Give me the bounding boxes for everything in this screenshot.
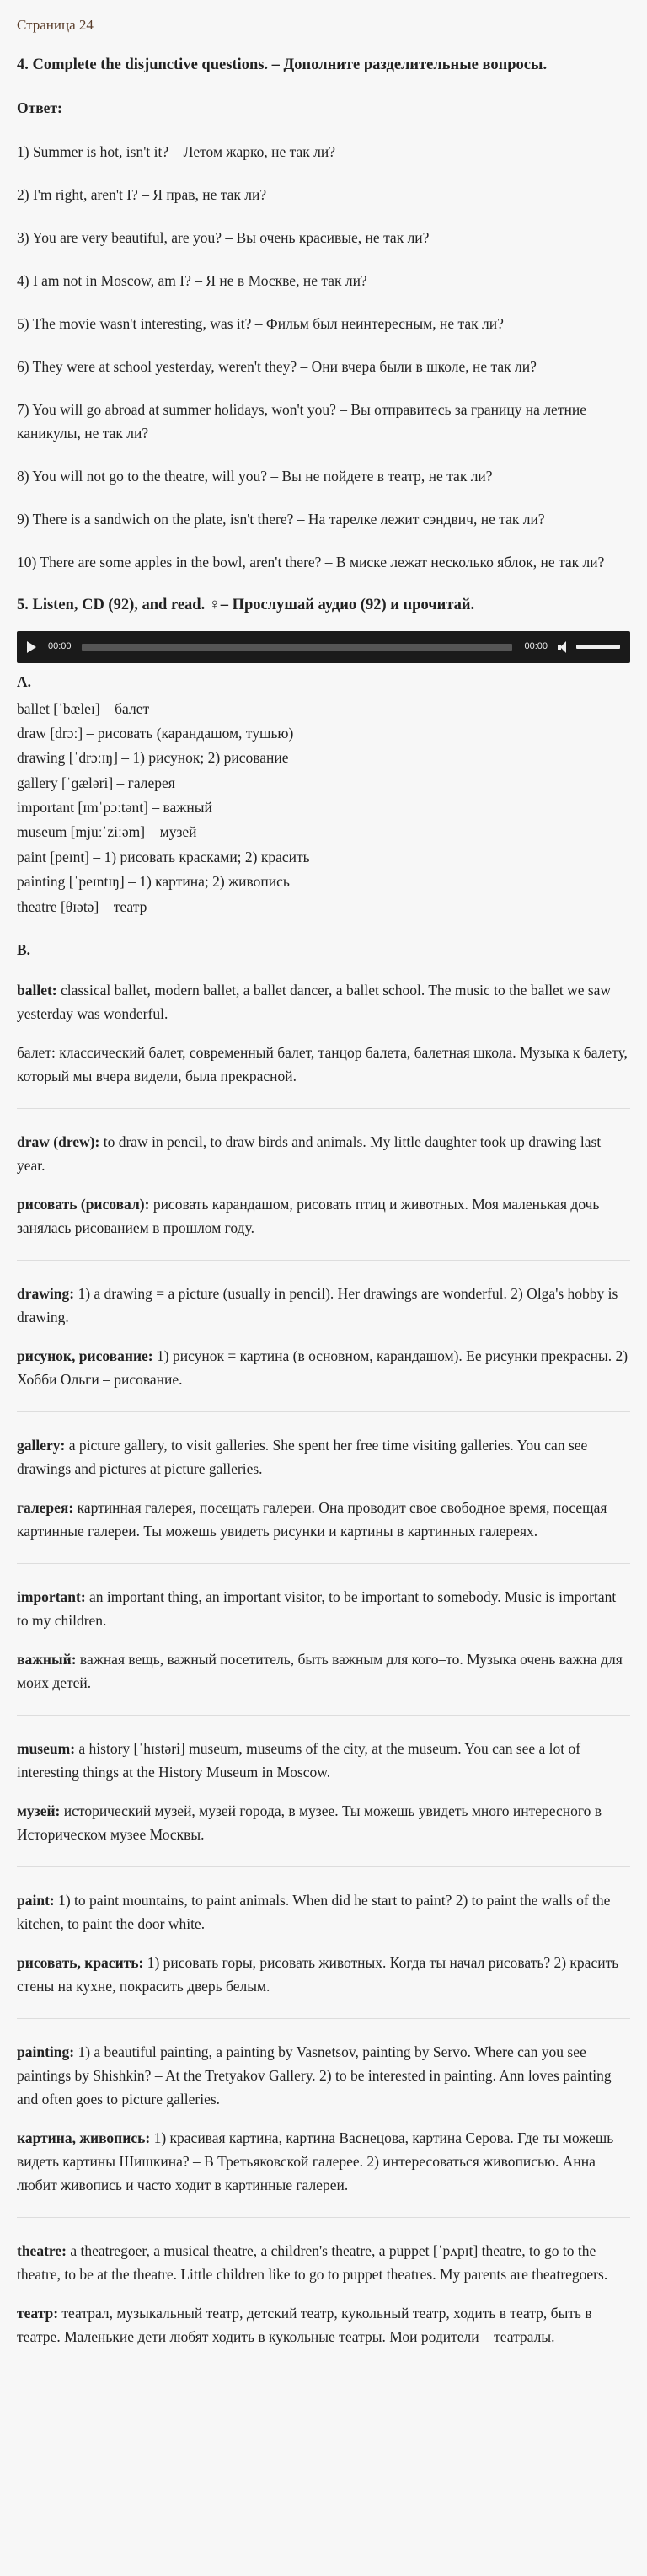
entry-text-ru: картинная галерея, посещать галереи. Она проводит свое свободное время, посещая картинные галереи. Ты можешь увидеть рисунки и картины в картинных галереях.	[17, 1499, 607, 1540]
entry-museum	[17, 1737, 630, 1846]
entry-term-ru: галерея:	[17, 1499, 74, 1517]
entry-text: 1) to paint mountains, to paint animals. When did he start to paint? 2) to paint the walls of the kitchen, to paint the door white.	[17, 1892, 611, 1933]
entry-term: painting:	[17, 2043, 75, 2061]
question-item: 1) Summer is hot, isn't it? – Летом жарко, не так ли?	[17, 142, 335, 160]
entry-term-ru: рисовать (рисовал):	[17, 1196, 150, 1213]
entry-text-ru: балет: классический балет, современный балет, танцор балета, балетная школа. Музыка к балету, который мы вчера видели, была прекрасной.	[17, 1044, 628, 1085]
seek-bar[interactable]	[82, 644, 513, 651]
questions-list	[17, 140, 630, 574]
divider	[17, 2018, 630, 2019]
vocab-item: important [ɪmˈpɔːtənt] – важный	[17, 799, 212, 817]
question-item: 6) They were at school yesterday, weren't they? – Они вчера были в школе, не так ли?	[17, 357, 537, 375]
entry-important	[17, 1585, 630, 1695]
entry-term: ballet:	[17, 982, 57, 999]
divider	[17, 1260, 630, 1261]
entry-text: 1) a drawing = a picture (usually in pencil). Her drawings are wonderful. 2) Olga's hobby is drawing.	[17, 1285, 618, 1326]
question-item: 7) You will go abroad at summer holidays, won't you? – Вы отправитесь за границу на летние каникулы, не так ли?	[17, 400, 586, 442]
entry-russian	[17, 1799, 630, 1846]
entry-text-ru: важная вещь, важный посетитель, быть важным для кого–то. Музыка очень важна для моих детей.	[17, 1651, 623, 1692]
question-item: 3) You are very beautiful, are you? – Вы очень красивые, не так ли?	[17, 228, 430, 246]
entry-english	[17, 1737, 630, 1784]
vocab-item: painting [ˈpeɪntɪŋ] – 1) картина; 2) живопись	[17, 873, 290, 891]
entry-term-ru: важный:	[17, 1651, 77, 1668]
entry-text-ru: 1) рисовать горы, рисовать животных. Когда ты начал рисовать? 2) красить стены на кухне, покрасить дверь белым.	[17, 1954, 619, 1995]
task5-title: 5. Listen, CD (92), and read. ♀– Прослушай аудио (92) и прочитай.	[17, 596, 475, 613]
entry-russian	[17, 2126, 630, 2197]
entry-english	[17, 1130, 630, 1177]
question-item: 9) There is a sandwich on the plate, isn't there? – На тарелке лежит сэндвич, не так ли?	[17, 510, 545, 528]
entry-term: gallery:	[17, 1437, 66, 1454]
volume-icon[interactable]	[558, 641, 569, 653]
divider	[17, 2217, 630, 2218]
vocab-item: drawing [ˈdrɔːɪŋ] – 1) рисунок; 2) рисование	[17, 749, 289, 767]
divider	[17, 1108, 630, 1109]
entry-text-ru: 1) красивая картина, картина Васнецова, картина Серова. Где ты можешь видеть картины Шишкина? – В Третьяковской галерее. 2) интересоваться живописью. Анна любит живопись и часто ходит в картинные галереи.	[17, 2129, 614, 2194]
question-item: 8) You will not go to the theatre, will you? – Вы не пойдете в театр, не так ли?	[17, 467, 493, 485]
entry-text: classical ballet, modern ballet, a ballet dancer, a ballet school. The music to the ballet we saw yesterday was wonderful.	[17, 982, 612, 1023]
vocab-list	[17, 697, 630, 920]
vocab-item: paint [peɪnt] – 1) рисовать красками; 2) красить	[17, 848, 310, 865]
question-item: 4) I am not in Moscow, am I? – Я не в Москве, не так ли?	[17, 271, 367, 289]
entry-text: an important thing, an important visitor, to be important to somebody. Music is important to my children.	[17, 1588, 617, 1630]
entry-term: drawing:	[17, 1285, 75, 1303]
divider	[17, 1563, 630, 1564]
entry-ballet	[17, 978, 630, 1088]
entry-text-ru: 1) рисунок = картина (в основном, карандашом). Ее рисунки прекрасны. 2) Хобби Ольги – рисование.	[17, 1347, 628, 1389]
question-item: 2) I'm right, aren't I? – Я прав, не так ли?	[17, 185, 267, 203]
entry-russian	[17, 1041, 630, 1088]
entry-text: a history [ˈhɪstəri] museum, museums of the city, at the museum. You can see a lot of interesting things at the History Museum in Moscow.	[17, 1740, 581, 1781]
entry-text-ru: рисовать карандашом, рисовать птиц и животных. Моя маленькая дочь занялась рисованием в прошлом году.	[17, 1196, 600, 1237]
entry-painting	[17, 2040, 630, 2197]
entry-russian	[17, 1496, 630, 1543]
vocab-item: theatre [θɪətə] – театр	[17, 897, 147, 915]
entry-term: important:	[17, 1588, 86, 1606]
entry-english	[17, 2040, 630, 2111]
entry-english	[17, 978, 630, 1026]
entry-gallery	[17, 1433, 630, 1543]
entry-russian	[17, 2301, 630, 2348]
duration: 00:00	[524, 640, 548, 651]
entry-term: paint:	[17, 1892, 55, 1909]
entry-russian	[17, 1344, 630, 1391]
entry-text: 1) a beautiful painting, a painting by Vasnetsov, painting by Servo. Where can you see paintings by Shishkin? – At the Tretyakov Gallery. 2) to be interested in painting. Ann loves painting and often goes to picture galleries.	[17, 2043, 612, 2108]
question-item: 5) The movie wasn't interesting, was it? – Фильм был неинтересным, не так ли?	[17, 314, 504, 332]
page-number: Страница 24	[17, 17, 94, 33]
entry-term-ru: театр:	[17, 2305, 59, 2322]
entry-text-ru: исторический музей, музей города, в музее. Ты можешь увидеть много интересного в Историческом музее Москвы.	[17, 1802, 602, 1844]
entry-english	[17, 1282, 630, 1329]
section-b-label: B.	[17, 941, 31, 959]
entry-english	[17, 1433, 630, 1481]
divider	[17, 1715, 630, 1716]
entry-term-ru: рисовать, красить:	[17, 1954, 144, 1972]
entry-russian	[17, 1647, 630, 1695]
divider	[17, 1866, 630, 1867]
entry-russian	[17, 1192, 630, 1240]
entry-russian	[17, 1951, 630, 1998]
entry-term-ru: картина, живопись:	[17, 2129, 151, 2147]
play-icon[interactable]	[27, 641, 36, 653]
question-item: 10) There are some apples in the bowl, aren't there? – В миске лежат несколько яблок, не так ли?	[17, 553, 605, 570]
vocab-item: gallery [ˈɡæləri] – галерея	[17, 774, 175, 791]
entry-term: theatre:	[17, 2242, 67, 2260]
entry-draw	[17, 1130, 630, 1240]
vocab-item: museum [mjuːˈziːəm] – музей	[17, 823, 197, 841]
audio-player	[17, 631, 630, 663]
entry-text-ru: театрал, музыкальный театр, детский театр, кукольный театр, ходить в театр, быть в театре. Маленькие дети любят ходить в кукольные театры. Мои родители – театралы.	[17, 2305, 592, 2346]
entry-english	[17, 2239, 630, 2286]
entry-text: a picture gallery, to visit galleries. She spent her free time visiting galleries. You can see drawings and pictures at picture galleries.	[17, 1437, 588, 1478]
entry-term: draw (drew):	[17, 1133, 100, 1151]
entry-english	[17, 1888, 630, 1936]
task4-title: 4. Complete the disjunctive questions. – Дополните разделительные вопросы.	[17, 56, 548, 74]
entry-text: to draw in pencil, to draw birds and animals. My little daughter took up drawing last year.	[17, 1133, 602, 1175]
entry-theatre	[17, 2239, 630, 2348]
entry-text: a theatregoer, a musical theatre, a children's theatre, a puppet [ˈpʌpɪt] theatre, to go to the theatre, to be at the theatre. Little children like to go to puppet theatres. My parents are theatregoers.	[17, 2242, 608, 2284]
entry-term-ru: музей:	[17, 1802, 61, 1820]
section-a-label: A.	[17, 672, 32, 690]
vocab-item: ballet [ˈbæleɪ] – балет	[17, 699, 150, 717]
divider	[17, 1411, 630, 1412]
volume-slider[interactable]	[576, 645, 620, 649]
current-time: 00:00	[48, 640, 72, 651]
vocab-item: draw [drɔː] – рисовать (карандашом, тушью)	[17, 724, 294, 742]
entry-drawing	[17, 1282, 630, 1391]
entry-term: museum:	[17, 1740, 76, 1758]
answer-label: Ответ:	[17, 99, 62, 116]
entry-paint	[17, 1888, 630, 1998]
entry-english	[17, 1585, 630, 1632]
entry-term-ru: рисунок, рисование:	[17, 1347, 153, 1365]
